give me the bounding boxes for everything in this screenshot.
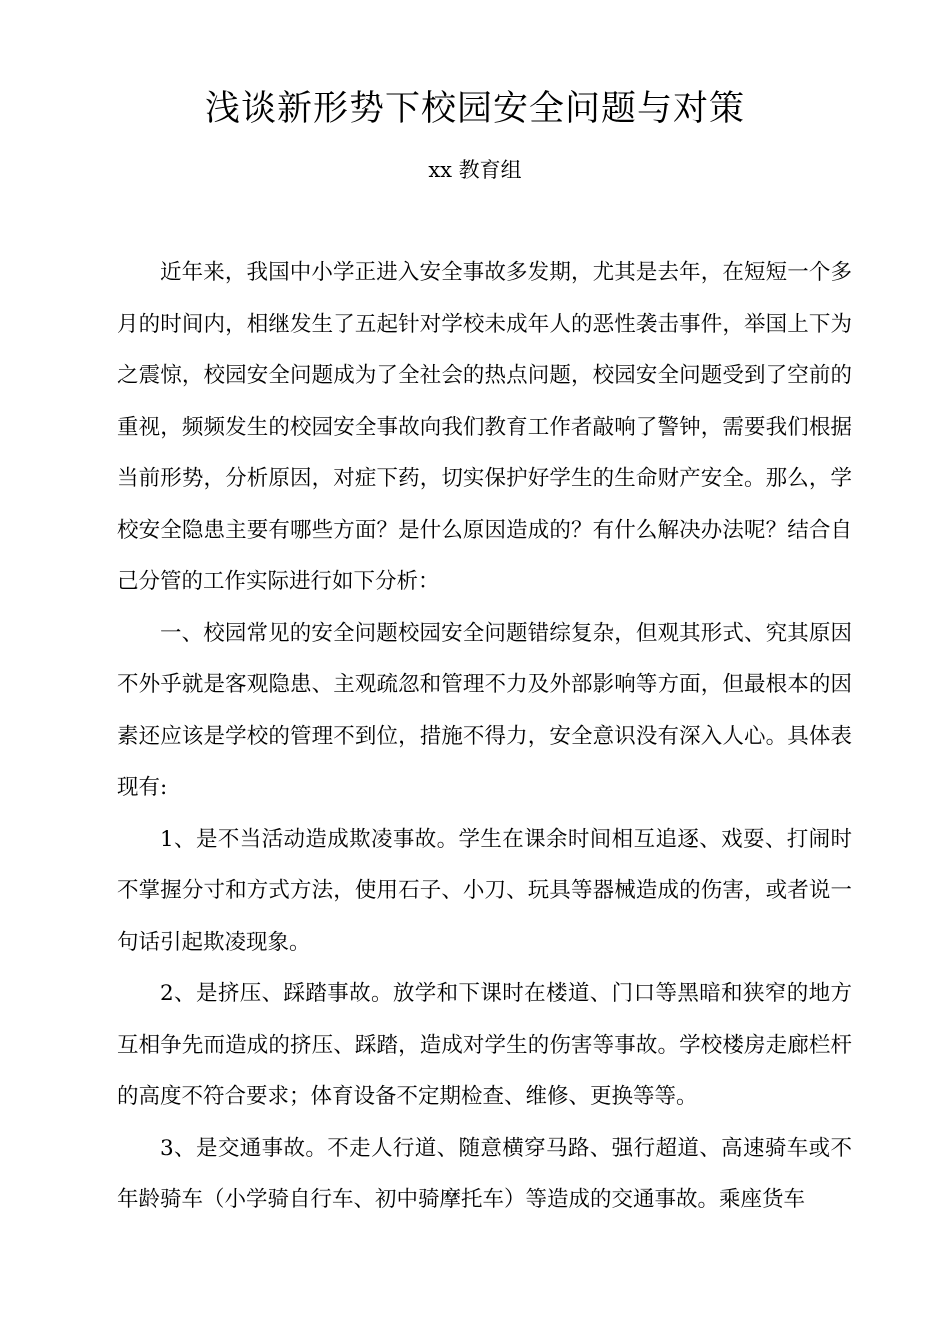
paragraph-item-3: 3、是交通事故。不走人行道、随意横穿马路、强行超道、高速骑车或不年龄骑车（小学骑自行车、初中骑摩托车）等造成的交通事故。乘座货车 <box>117 1135 852 1212</box>
document-title: 浅谈新形势下校园安全问题与对策 <box>204 89 745 129</box>
paragraph-section-one: 一、校园常见的安全问题校园安全问题错综复杂，但观其形式、究其原因不外乎就是客观隐患、主观疏忽和管理不力及外部影响等方面，但最根本的因素还应该是学校的管理不到位，措施不得力，安全意识没有深入人心。具体表现有: <box>117 620 852 800</box>
paragraph-item-1: 1、是不当活动造成欺凌事故。学生在课余时间相互追逐、戏耍、打闹时不掌握分寸和方式方法，使用石子、小刀、玩具等器械造成的伤害，或者说一句话引起欺凌现象。 <box>117 826 852 955</box>
document-author: xx 教育组 <box>428 158 522 182</box>
document-body <box>117 247 852 1226</box>
paragraph-item-2: 2、是挤压、踩踏事故。放学和下课时在楼道、门口等黑暗和狭窄的地方互相争先而造成的挤压、踩踏，造成对学生的伤害等事故。学校楼房走廊栏杆的高度不符合要求；体育设备不定期检查、维修、更换等等。 <box>117 981 852 1109</box>
paragraph-intro: 近年来，我国中小学正进入安全事故多发期，尤其是去年，在短短一个多月的时间内，相继发生了五起针对学校未成年人的恶性袭击事件，举国上下为之震惊，校园安全问题成为了全社会的热点问题，校园安全问题受到了空前的重视，频频发生的校园安全事故向我们教育工作者敲响了警钟，需要我们根据当前形势，分析原因，对症下药，切实保护好学生的生命财产安全。那么，学校安全隐患主要有哪些方面？是什么原因造成的？有什么解决办法呢？结合自己分管的工作实际进行如下分析： <box>117 260 852 594</box>
